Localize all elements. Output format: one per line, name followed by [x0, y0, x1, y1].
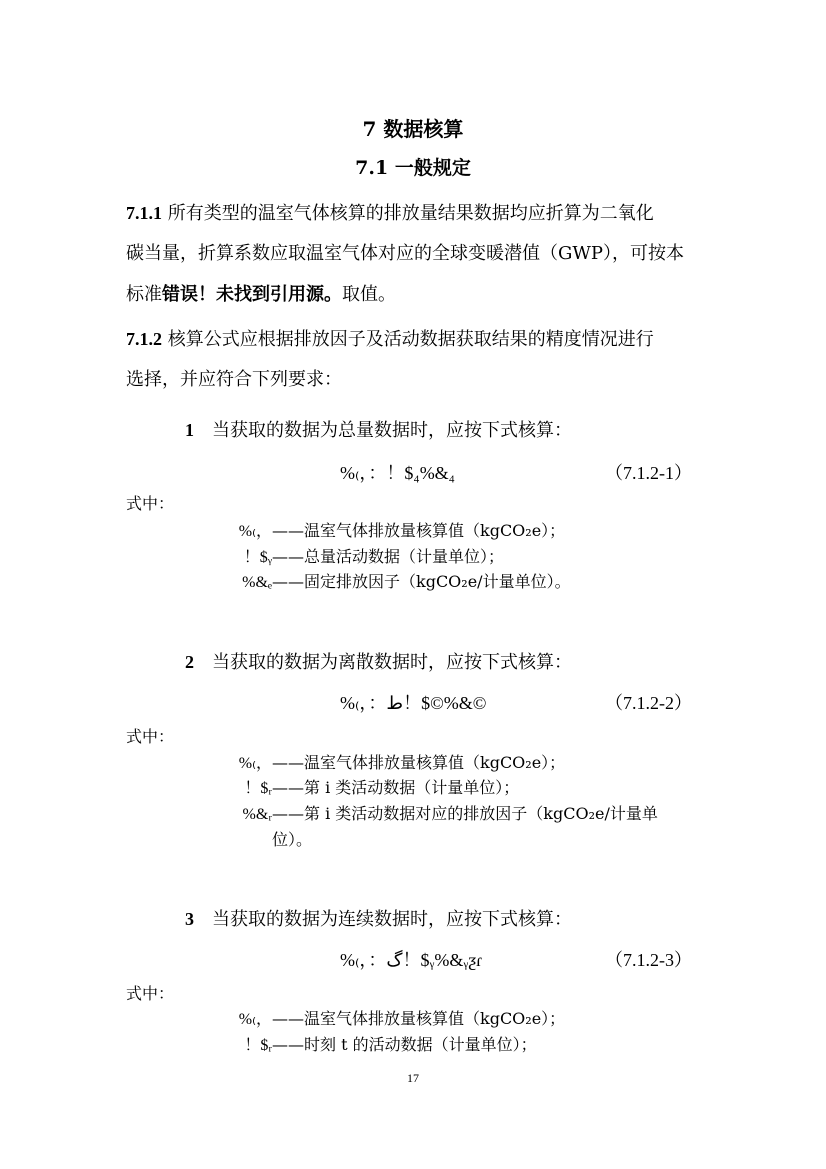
- definition-text: 位）。: [272, 830, 313, 849]
- clause-711-line1: [126, 190, 654, 237]
- formula-2: %₍，：ط！$©%&©: [340, 693, 487, 713]
- definition-row: [190, 801, 658, 824]
- definition-text: ——温室气体排放量核算值（kgCO₂e）；: [272, 521, 566, 540]
- definition-row: [190, 569, 571, 592]
- definition-text: ——固定排放因子（kgCO₂e/计量单位）。: [272, 572, 571, 591]
- definition-text: ——第 i 类活动数据（计量单位）；: [272, 778, 520, 797]
- definition-row: [190, 1006, 565, 1029]
- item-text: 当获取的数据为离散数据时，应按下式核算：: [212, 652, 572, 673]
- definition-row: [190, 518, 565, 541]
- where-label: 式中：: [126, 984, 175, 1003]
- item-2: [185, 648, 572, 674]
- definition-row: [190, 1032, 537, 1055]
- definition-text: ——时刻 t 的活动数据（计量单位）；: [272, 1035, 537, 1054]
- symbol: ！$ᵣ: [244, 780, 272, 797]
- symbol: ！$ᵧ: [243, 549, 272, 566]
- definition-row: [190, 827, 312, 850]
- clause-711-line2: 碳当量，折算系数应取温室气体对应的全球变暖潜值（GWP），可按本: [126, 243, 684, 264]
- clause-711-line3: [126, 272, 396, 318]
- clause-number: 7.1.1: [126, 203, 162, 223]
- where-label: 式中：: [126, 727, 175, 746]
- item-1: [185, 416, 572, 442]
- symbol: %&ₑ: [242, 574, 272, 591]
- clause-text: 核算公式应根据排放因子及活动数据获取结果的精度情况进行: [162, 329, 654, 350]
- item-text: 当获取的数据为总量数据时，应按下式核算：: [212, 420, 572, 441]
- symbol: %₍，: [238, 1011, 272, 1028]
- definition-text: ——温室气体排放量核算值（kgCO₂e）；: [272, 753, 566, 772]
- item-number: 2: [185, 652, 194, 672]
- definition-text: ——总量活动数据（计量单位）；: [272, 547, 505, 566]
- symbol: ！$ᵣ: [244, 1037, 272, 1054]
- formula-3: %₍，：گ！$ᵧ%&ᵧƺɾ: [340, 950, 483, 970]
- clause-number: 7.1.2: [126, 329, 162, 349]
- item-3: [185, 905, 572, 931]
- page-number: 17: [407, 1071, 419, 1085]
- where-label: 式中：: [126, 494, 175, 513]
- definition-text: ——第 i 类活动数据对应的排放因子（kgCO₂e/计量单: [272, 804, 658, 823]
- clause-text: 取值。: [342, 284, 396, 305]
- clause-712-line1: [126, 316, 654, 363]
- chapter-title: 7 数据核算: [362, 117, 464, 141]
- symbol: %&ᵣ: [242, 806, 272, 823]
- formula-number-2: （7.1.2-2）: [605, 693, 692, 713]
- definition-row: [190, 750, 565, 773]
- formula-number-3: （7.1.2-3）: [605, 950, 692, 970]
- formula-1: %₍，：！$₄%&₄: [340, 463, 455, 483]
- item-number: 3: [185, 909, 194, 929]
- definition-text: ——温室气体排放量核算值（kgCO₂e）；: [272, 1009, 566, 1028]
- symbol: %₍，: [238, 523, 272, 540]
- item-text: 当获取的数据为连续数据时，应按下式核算：: [212, 909, 572, 930]
- clause-text: 标准: [126, 284, 162, 305]
- clause-712-line2: 选择，并应符合下列要求：: [126, 369, 342, 390]
- definition-row: [190, 775, 519, 798]
- clause-text: 所有类型的温室气体核算的排放量结果数据均应折算为二氧化: [162, 203, 654, 224]
- formula-number-1: （7.1.2-1）: [605, 463, 692, 483]
- item-number: 1: [185, 420, 194, 440]
- symbol: %₍，: [238, 755, 272, 772]
- definition-row: [190, 544, 504, 567]
- reference-error: 错误！未找到引用源。: [162, 284, 342, 305]
- section-title: 7.1 一般规定: [355, 157, 471, 179]
